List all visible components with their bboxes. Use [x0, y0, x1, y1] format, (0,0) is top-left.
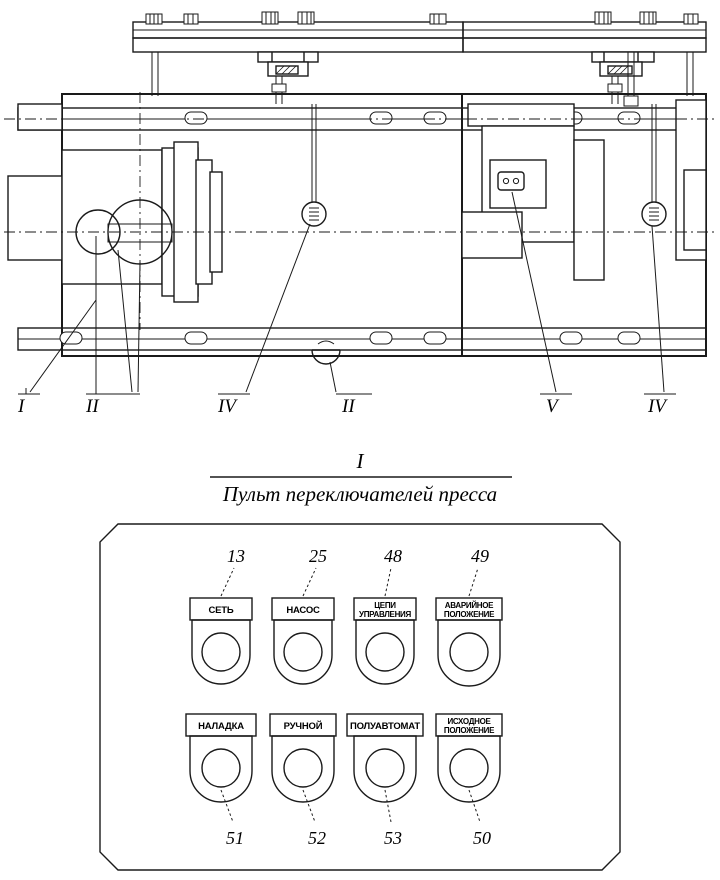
- switch-manual[interactable]: [270, 714, 336, 802]
- panel-number-49: 49: [471, 546, 489, 566]
- panel-number-48: 48: [384, 546, 402, 566]
- detail-ii-bottom: [312, 341, 340, 364]
- callout-IV-a: IV: [218, 396, 236, 417]
- switch-set[interactable]: [190, 598, 252, 684]
- switch-semiauto-label: ПОЛУАВТОМАТ: [349, 721, 421, 732]
- switch-manual-label: РУЧНОЙ: [283, 721, 323, 732]
- switch-control-circuits[interactable]: [354, 598, 416, 684]
- panel-number-53: 53: [384, 828, 402, 848]
- panel-number-25: 25: [309, 546, 327, 566]
- switch-emergency-position[interactable]: [436, 598, 502, 686]
- callout-II-b: II: [342, 396, 355, 417]
- control-panel: [100, 524, 620, 870]
- switch-setup[interactable]: [186, 714, 256, 802]
- switch-setup-label: НАЛАДКА: [198, 721, 244, 732]
- press-assembly-view: [4, 12, 716, 417]
- switch-semiauto[interactable]: [347, 714, 423, 802]
- panel-number-50: 50: [473, 828, 491, 848]
- bottom-number-leaders: [221, 790, 480, 822]
- switch-initial-position-label-1: ИСХОДНОЕ: [447, 717, 491, 726]
- panel-number-51: 51: [226, 828, 244, 848]
- switch-emergency-position-label-2: ПОЛОЖЕНИЕ: [443, 610, 495, 619]
- switch-emergency-position-label-1: АВАРИЙНОЕ: [444, 601, 494, 610]
- callout-IV-b: IV: [648, 396, 666, 417]
- callout-II-a: II: [86, 396, 99, 417]
- switch-control-circuits-label-1: ЦЕПИ: [374, 601, 396, 610]
- panel-number-52: 52: [308, 828, 326, 848]
- switch-initial-position-label-2: ПОЛОЖЕНИЕ: [443, 726, 495, 735]
- press-frame-body: [4, 92, 716, 364]
- detail-title-block: [210, 449, 512, 506]
- callout-I: I: [18, 396, 25, 417]
- callout-V: V: [546, 396, 558, 417]
- detail-iv-right: [642, 202, 666, 226]
- switch-pump-label: НАСОС: [286, 605, 320, 616]
- switch-control-circuits-label-2: УПРАВЛЕНИЯ: [359, 610, 411, 619]
- switch-set-label: СЕТЬ: [208, 605, 234, 616]
- upper-gantry: [133, 12, 706, 106]
- detail-iv-left: [302, 202, 326, 226]
- switch-pump[interactable]: [272, 598, 334, 684]
- detail-caption: Пульт переключателей пресса: [222, 482, 498, 506]
- switch-initial-position[interactable]: [436, 714, 502, 802]
- detail-mark: I: [356, 449, 364, 473]
- top-number-leaders: [221, 568, 478, 596]
- panel-number-13: 13: [227, 546, 245, 566]
